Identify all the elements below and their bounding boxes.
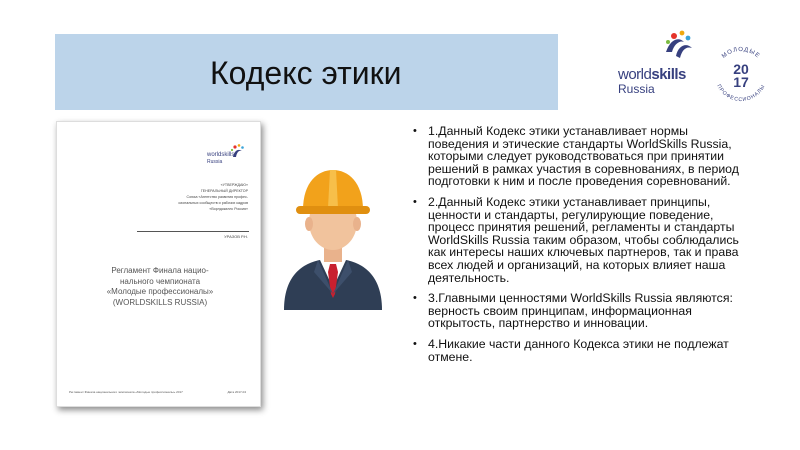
doc-signer: УРАЗОВ Р.Н.	[224, 234, 248, 239]
doc-logo-sub: Russia	[207, 159, 223, 165]
bullet-text: 2.Данный Кодекс этики устанавливает принципы, ценности и стандарты, регулирующие поведение, процесс принятия решений, регламенты и стандарты WorldSkills Russia таким образом, чтобы соблюдались как интересы наших ключевых партнеров, так и права всех людей и организаций, на которых влияет наша деятельность.	[428, 194, 739, 285]
bullet-text: 4.Никакие части данного Кодекса этики не подлежат отмене.	[428, 336, 729, 364]
bullet-dot-icon: •	[413, 337, 417, 350]
doc-approval-line: ГЕНЕРАЛЬНЫЙ ДИРЕКТОР	[200, 189, 248, 193]
doc-approval-line: Союза «Агентство развития профес-	[186, 195, 248, 199]
bullet-dot-icon: •	[413, 195, 417, 208]
bullet-text: 1.Данный Кодекс этики устанавливает нормы поведения и этические стандарты WorldSkills Russia, которыми следует руководствоваться при принятии решений в рамках участия в соревнованиях, в период подготовки к ним и после проведения соревнований.	[428, 124, 739, 189]
bullet-item	[410, 338, 745, 363]
bullet-item	[410, 125, 745, 188]
ethics-code-bullets	[410, 125, 745, 363]
logo-year-bottom: 17	[733, 74, 749, 90]
bullet-dot-icon: •	[413, 292, 417, 305]
worldskills-mark-icon	[662, 30, 694, 64]
slide-title: Кодекс этики	[210, 55, 402, 91]
doc-footer-left: Регламент Финала национального чемпионата «Молодые профессионалы» 2017	[69, 390, 183, 394]
doc-title-line: «Молодые профессионалы»	[106, 287, 214, 296]
bullet-item	[410, 292, 745, 330]
worldskills-logo	[618, 30, 698, 100]
bullet-dot-icon: •	[413, 125, 417, 137]
doc-logo-word: worldskills	[207, 152, 235, 158]
bullet-item	[410, 196, 745, 284]
logo-top-text: МОЛОДЫЕ	[721, 46, 761, 60]
worldskills-sub: Russia	[618, 82, 655, 96]
doc-approval-line: «Ворлдскиллс Россия»	[209, 207, 248, 211]
bullet-text: 3.Главными ценностями WorldSkills Russia являются: верность своим принципам, информационная открытость, партнерство и инновации.	[428, 291, 733, 331]
logo-bottom-text: ПРОФЕССИОНАЛЫ	[715, 83, 767, 104]
young-professionals-logo	[708, 42, 774, 108]
svg-text:МОЛОДЫЕ	[721, 47, 761, 60]
doc-approval-line: сиональных сообществ и рабочих кадров	[178, 201, 248, 205]
doc-title-line: нального чемпионата	[119, 276, 201, 286]
doc-title	[75, 266, 245, 308]
doc-title-line: (WORLDSKILLS RUSSIA)	[112, 297, 208, 307]
logo-year-top: 20	[733, 61, 749, 77]
doc-signature-line	[137, 231, 249, 232]
doc-footer-right: Дата 2017-04	[227, 390, 246, 394]
doc-title-line: Регламент Финала нацио-	[111, 266, 209, 275]
worldskills-wordmark: worldskills	[618, 66, 686, 83]
worker-hardhat-icon	[278, 160, 388, 310]
doc-approval-block	[118, 182, 248, 212]
doc-approval-line: «УТВЕРЖДАЮ»	[220, 183, 248, 187]
regulation-document-thumbnail	[56, 121, 261, 407]
